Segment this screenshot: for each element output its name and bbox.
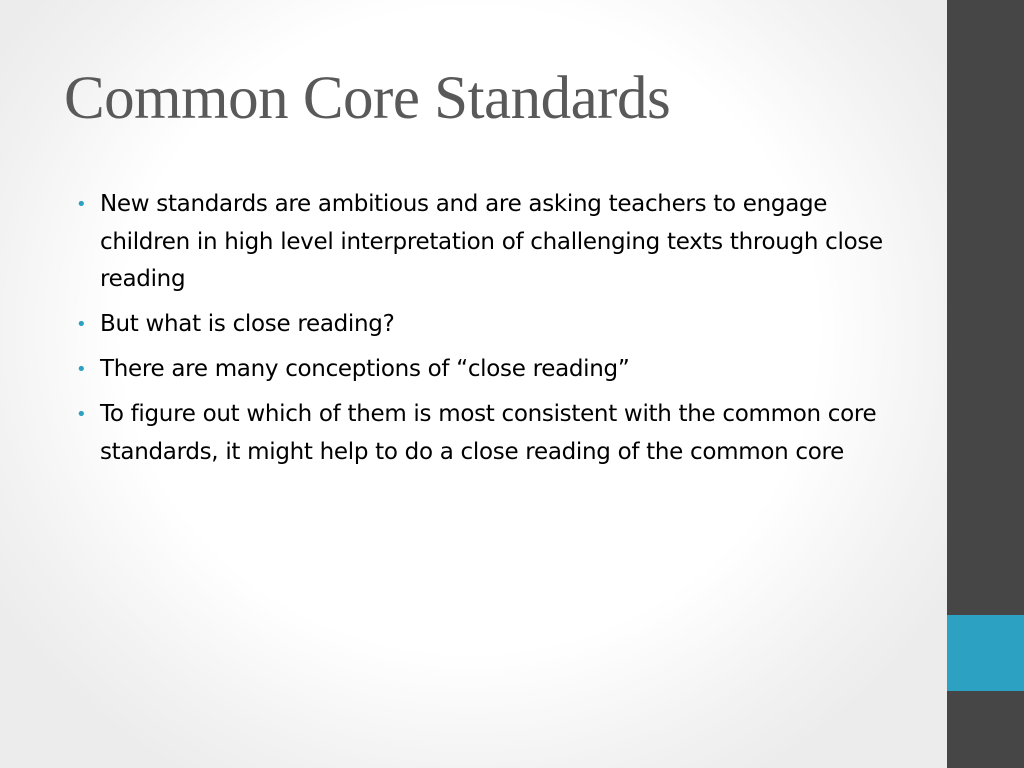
slide-title: Common Core Standards [64, 65, 671, 132]
bullet-item [76, 351, 906, 389]
bullet-item [76, 186, 906, 299]
bullet-text: New standards are ambitious and are asking teachers to engage children in high level interpretation of challenging texts through close reading [100, 191, 883, 292]
bullet-list [76, 186, 906, 479]
bullet-item [76, 396, 906, 471]
bullet-dot-icon: • [76, 314, 87, 335]
bullet-dot-icon: • [76, 194, 87, 215]
bullet-text: To figure out which of them is most consistent with the common core standards, it might help to do a close reading of the common core [100, 401, 877, 465]
bullet-text: There are many conceptions of “close reading” [100, 356, 630, 382]
bullet-dot-icon: • [76, 404, 87, 425]
bullet-item [76, 306, 906, 344]
bullet-dot-icon: • [76, 359, 87, 380]
accent-block [947, 615, 1024, 691]
bullet-text: But what is close reading? [100, 311, 395, 337]
